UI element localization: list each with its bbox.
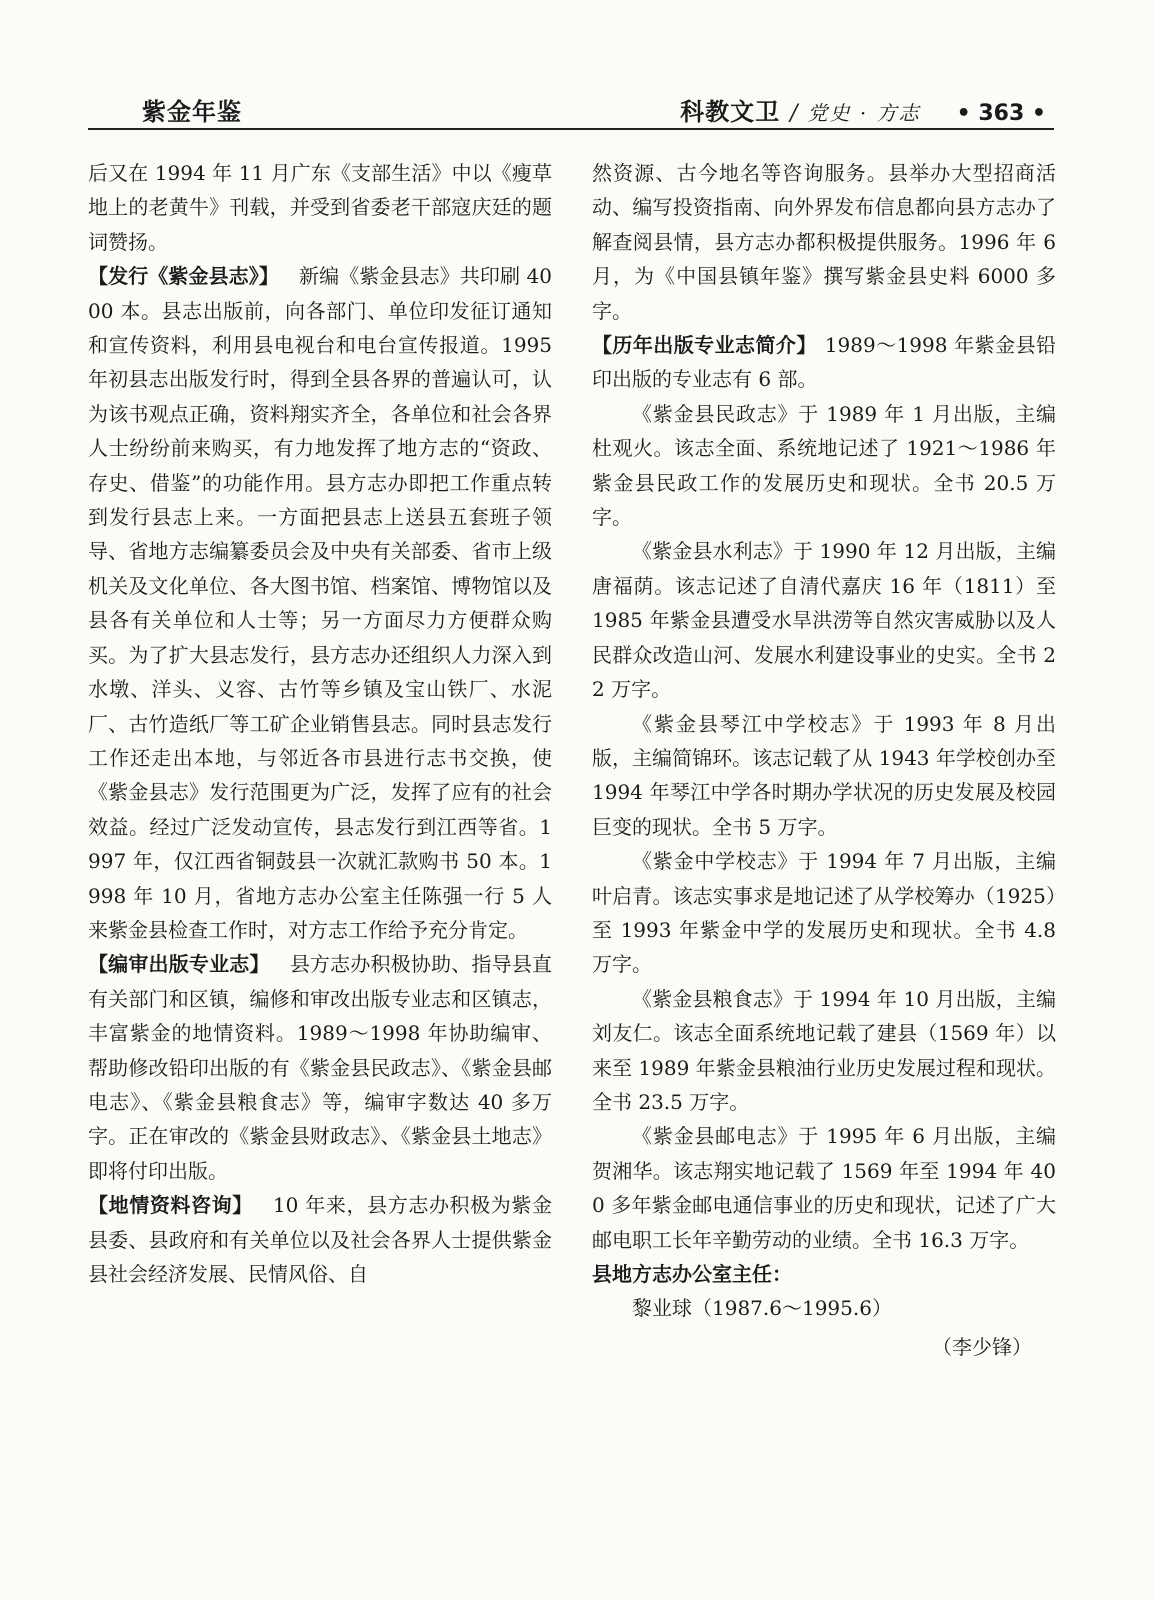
director-entry: 黎业球（1987.6～1995.6） <box>632 1296 892 1321</box>
section-heading: 【编审出版专业志】 <box>88 952 270 977</box>
section-heading: 【地情资料咨询】 <box>88 1193 253 1218</box>
paragraph: 后又在 1994 年 11 月广东《支部生活》中以《瘦草地上的老黄牛》刊载，并受到省委老干部寇庆廷的题词赞扬。 <box>88 161 552 254</box>
paragraph <box>88 259 552 947</box>
right-column <box>592 156 1056 1364</box>
section-title: 科教文卫 <box>680 98 781 126</box>
page-number: • 363 • <box>956 101 1046 126</box>
section-separator: / <box>790 101 798 126</box>
paragraph <box>592 328 1056 397</box>
yearbook-title: 紫金年鉴 <box>142 98 242 126</box>
paragraph: 然资源、古今地名等咨询服务。县举办大型招商活动、编写投资指南、向外界发布信息都向县方志办了解查阅县情，县方志办都积极提供服务。1996 年 6 月，为《中国县镇年鉴》撰写紫金县史料 6000 多字。 <box>592 161 1056 323</box>
director-label: 县地方志办公室主任： <box>592 1262 792 1286</box>
left-column <box>88 156 552 1291</box>
book-entry: 《紫金县水利志》于 1990 年 12 月出版，主编唐福荫。该志记述了自清代嘉庆 16 年（1811）至 1985 年紫金县遭受水旱洪涝等自然灾害威胁以及人民群众改造山河、发展水利建设事业的史实。全书 22 万字。 <box>592 539 1056 702</box>
paragraph <box>88 1188 552 1291</box>
paragraph-body: 1989～1998 年紫金县铅印出版的专业志有 6 部。 <box>592 333 1057 392</box>
section-heading: 【发行《紫金县志》】 <box>88 264 279 289</box>
author-credit: （李少锋） <box>932 1334 1032 1359</box>
subsection-title: 党史 · 方志 <box>807 101 921 125</box>
book-entry: 《紫金中学校志》于 1994 年 7 月出版，主编叶启青。该志实事求是地记述了从学校筹办（1925）至 1993 年紫金中学的发展历史和现状。全书 4.8 万字。 <box>592 849 1056 977</box>
section-heading: 【历年出版专业志简介】 <box>592 333 817 358</box>
book-entry: 《紫金县邮电志》于 1995 年 6 月出版，主编贺湘华。该志翔实地记载了 1569 年至 1994 年 400 多年紫金邮电通信事业的历史和现状，记述了广大邮电职工长年辛勤劳动的业绩。全书 16.3 万字。 <box>592 1124 1056 1252</box>
book-entry: 《紫金县琴江中学校志》于 1993 年 8 月出版，主编简锦环。该志记载了从 1943 年学校创办至 1994 年琴江中学各时期办学状况的历史发展及校园巨变的现状。全书 5 万字。 <box>592 711 1056 839</box>
paragraph-body: 10 年来，县方志办积极为紫金县委、县政府和有关单位以及社会各界人士提供紫金县社会经济发展、民情风俗、自 <box>88 1193 552 1286</box>
header-section-info <box>680 92 1054 127</box>
paragraph-body: 县方志办积极协助、指导县直有关部门和区镇，编修和审改出版专业志和区镇志，丰富紫金的地情资料。1989～1998 年协助编审、帮助修改铅印出版的有《紫金县民政志》、《紫金县邮电志》、《紫金县粮食志》等，编审字数达 40 多万字。正在审改的《紫金县财政志》、《紫金县土地志》即将付印出版。 <box>88 952 553 1183</box>
paragraph <box>88 947 552 1188</box>
book-entry: 《紫金县民政志》于 1989 年 1 月出版，主编杜观火。该志全面、系统地记述了 1921～1986 年紫金县民政工作的发展历史和现状。全书 20.5 万字。 <box>592 401 1056 530</box>
paragraph-body: 新编《紫金县志》共印刷 4000 本。县志出版前，向各部门、单位印发征订通知和宣传资料，利用县电视台和电台宣传报道。1995 年初县志出版发行时，得到全县各界的普遍认可，认为该书观点正确，资料翔实齐全，各单位和社会各界人士纷纷前来购买，有力地发挥了地方志的“资政、存史、借鉴”的功能作用。县方志办即把工作重点转到发行县志上来。一方面把县志上送县五套班子领导、省地方志编纂委员会及中央有关部委、省市上级机关及文化单位、各大图书馆、档案馆、博物馆以及县各有关单位和人士等；另一方面尽力方便群众购买。为了扩大县志发行，县方志办还组织人力深入到水墩、洋头、义容、古竹等乡镇及宝山铁厂、水泥厂、古竹造纸厂等工矿企业销售县志。同时县志发行工作还走出本地，与邻近各市县进行志书交换，使《紫金县志》发行范围更为广泛，发挥了应有的社会效益。经过广泛发动宣传，县志发行到江西等省。1997 年，仅江西省铜鼓县一次就汇款购书 50 本。1998 年 10 月，省地方志办公室主任陈强一行 5 人来紫金县检查工作时，对方志工作给予充分肯定。 <box>88 264 552 942</box>
book-entry: 《紫金县粮食志》于 1994 年 10 月出版，主编刘友仁。该志全面系统地记载了建县（1569 年）以来至 1989 年紫金县粮油行业历史发展过程和现状。全书 23.5 万字。 <box>592 986 1056 1114</box>
page-header <box>88 88 1054 130</box>
